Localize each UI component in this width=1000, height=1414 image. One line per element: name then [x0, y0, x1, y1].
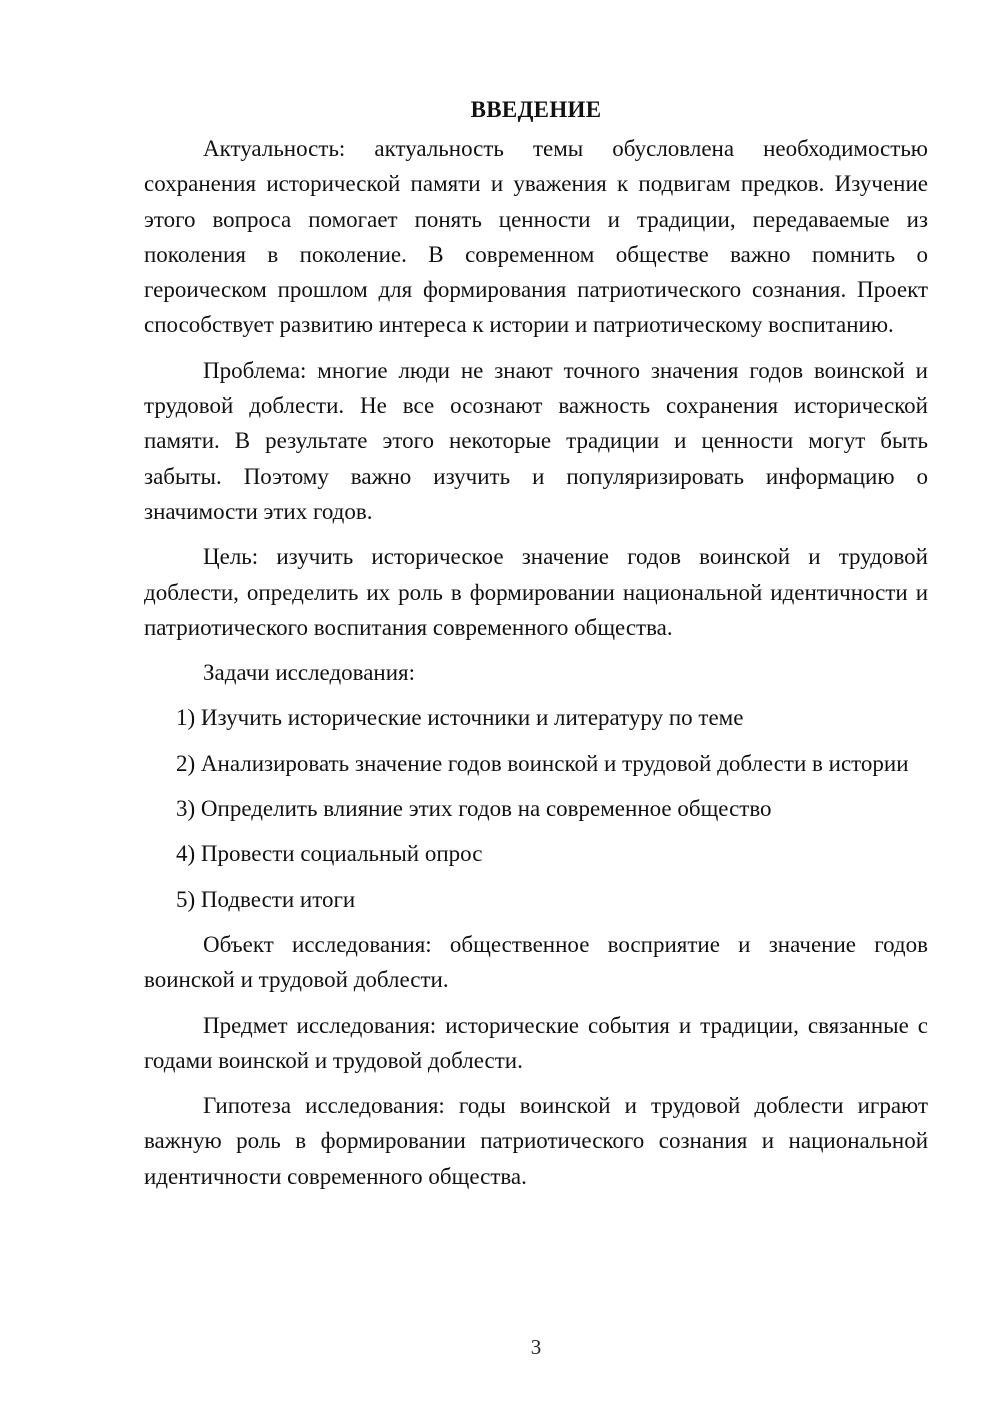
task-item: 1) Изучить исторические источники и литературу по теме: [176, 705, 744, 731]
tasks-heading: Задачи исследования:: [203, 660, 416, 686]
object-paragraph: Объект исследования: общественное восприятие и значение годов воинской и трудовой доблести.: [144, 931, 928, 993]
page-number: 3: [530, 1335, 542, 1359]
task-item: 3) Определить влияние этих годов на современное общество: [176, 796, 772, 822]
task-item: 5) Подвести итоги: [176, 886, 356, 912]
task-item: 2) Анализировать значение годов воинской и трудовой доблести в истории: [176, 750, 909, 776]
subject-paragraph: Предмет исследования: исторические события и традиции, связанные с годами воинской и трудовой доблести.: [144, 1012, 928, 1073]
relevance-paragraph: Актуальность: актуальность темы обусловлена необходимостью сохранения исторической памяти и уважения к подвигам предков. Изучение этого вопроса помогает понять ценности и традиции, передаваемые из поколения в поколение. В современном обществе важно помнить о героическом прошлом для формирования патриотического сознания. Проект способствует развитию интереса к истории и патриотическому воспитанию.: [144, 136, 928, 338]
goal-paragraph: Цель: изучить историческое значение годов воинской и трудовой доблести, определить их роль в формировании национальной идентичности и патриотического воспитания современного общества.: [144, 544, 928, 640]
page-title: ВВЕДЕНИЕ: [470, 97, 602, 122]
tasks-list: [144, 700, 928, 916]
document-page: [144, 92, 928, 1204]
problem-paragraph: Проблема: многие люди не знают точного значения годов воинской и трудовой доблести. Не все осознают важность сохранения исторической памяти. В результате этого некоторые традиции и ценности могут быть забыты. Поэтому важно изучить и популяризировать информацию о значимости этих годов.: [144, 357, 928, 524]
hypothesis-paragraph: Гипотеза исследования: годы воинской и трудовой доблести играют важную роль в формировании патриотического сознания и национальной идентичности современного общества.: [144, 1093, 928, 1189]
task-item: 4) Провести социальный опрос: [176, 841, 483, 867]
